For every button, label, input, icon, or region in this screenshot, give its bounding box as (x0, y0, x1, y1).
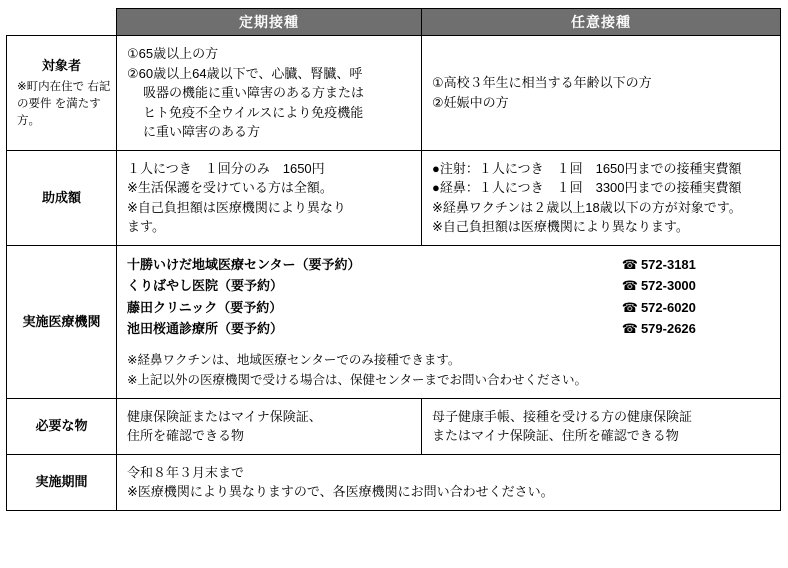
medical-institutions-notes (127, 350, 770, 390)
list-item (127, 297, 770, 319)
table-row-period (7, 454, 781, 510)
row-label-period (7, 454, 117, 510)
text-line: に重い障害のある方 (143, 124, 261, 139)
text-line: ます。 (127, 219, 165, 234)
table-row-subsidy (7, 150, 781, 245)
clinic-telephone-number: 579-2626 (640, 321, 696, 336)
text-line: １人につき １回分のみ 1650円 (127, 160, 325, 176)
text-line: またはマイナ保険証、住所を確認できる物 (432, 428, 679, 443)
cell-eligibility-routine (117, 36, 422, 151)
row-label-text: 対象者 (41, 57, 81, 73)
header-routine-vaccination: 定期接種 (117, 9, 422, 36)
clinic-telephone (622, 297, 770, 319)
table-row-eligibility (7, 36, 781, 151)
telephone-icon: ☎ (621, 299, 638, 315)
table-row-medical-institutions (7, 245, 781, 398)
row-label-note: ※町内在住で 右記の要件 を満たす方。 (17, 81, 111, 127)
clinic-telephone-number: 572-6020 (640, 299, 696, 315)
row-label-text: 実施医療機関 (22, 313, 101, 329)
row-label-subsidy (7, 150, 117, 245)
table-row-required-items (7, 398, 781, 454)
cell-subsidy-routine (117, 150, 422, 245)
text-line: ②60歳以上64歳以下で、心臓、腎臓、呼 (127, 65, 363, 81)
cell-medical-institutions (117, 245, 781, 398)
cell-period (117, 454, 781, 510)
header-row (7, 9, 781, 36)
text-line: ※経鼻ワクチンは２歳以上18歳以下の方が対象です。 (432, 199, 742, 215)
header-corner-cell (7, 9, 117, 36)
header-voluntary-vaccination: 任意接種 (422, 9, 781, 36)
text-line: ※上記以外の医療機関で受ける場合は、保健センターまでお問い合わせください。 (127, 372, 587, 387)
text-line: 健康保険証またはマイナ保険証、 (127, 408, 322, 424)
list-item (127, 254, 770, 276)
text-line: ※自己負担額は医療機関により異なり (127, 199, 346, 215)
text-line: ヒト免疫不全ウイルスにより免疫機能 (143, 104, 364, 120)
text-line: ①65歳以上の方 (127, 46, 219, 61)
text-line: 令和８年３月末まで (127, 464, 245, 480)
text-line: ※生活保護を受けている方は全額。 (127, 180, 333, 195)
text-line: 母子健康手帳、接種を受ける方の健康保険証 (432, 408, 693, 424)
telephone-icon: ☎ (621, 321, 638, 336)
list-item (127, 275, 770, 297)
cell-required-items-routine (117, 398, 422, 454)
cell-subsidy-voluntary (422, 150, 781, 245)
row-label-eligibility (7, 36, 117, 151)
row-label-text: 実施期間 (35, 474, 88, 490)
table-body (7, 36, 781, 511)
text-line: ※医療機関により異なりますので、各医療機関にお問い合わせください。 (127, 484, 554, 499)
row-label-medical-institutions (7, 245, 117, 398)
clinic-telephone (622, 275, 770, 297)
clinic-name: 藤田クリニック（要予約） (127, 299, 283, 315)
text-line: ※自己負担額は医療機関により異なります。 (432, 219, 689, 234)
clinic-list (127, 254, 770, 340)
text-line: 吸器の機能に重い障害のある方または (143, 85, 365, 100)
clinic-name: くりばやし医院（要予約） (127, 278, 284, 293)
clinic-name: 池田桜通診療所（要予約） (127, 321, 284, 336)
text-line: ①高校３年生に相当する年齢以下の方 (432, 75, 652, 91)
row-label-text: 助成額 (41, 189, 81, 205)
row-label-required-items (7, 398, 117, 454)
clinic-telephone-number: 572-3181 (640, 256, 696, 272)
cell-required-items-voluntary (422, 398, 781, 454)
text-line: ②妊娠中の方 (432, 94, 509, 110)
text-line: ●経鼻：１人につき １回 3300円までの接種実費額 (432, 180, 742, 195)
text-line: ●注射：１人につき １回 1650円までの接種実費額 (432, 160, 742, 176)
text-line: 住所を確認できる物 (127, 428, 245, 443)
telephone-icon: ☎ (621, 278, 638, 293)
clinic-telephone-number: 572-3000 (640, 278, 696, 293)
clinic-name: 十勝いけだ地域医療センター（要予約） (127, 256, 361, 272)
telephone-icon: ☎ (621, 256, 638, 272)
text-line: ※経鼻ワクチンは、地域医療センターでのみ接種できます。 (127, 352, 461, 367)
vaccination-table (6, 8, 781, 511)
cell-eligibility-voluntary (422, 36, 781, 151)
table-head (7, 9, 781, 36)
clinic-telephone (622, 318, 770, 340)
row-label-text: 必要な物 (35, 418, 88, 434)
clinic-telephone (622, 254, 770, 276)
list-item (127, 318, 770, 340)
